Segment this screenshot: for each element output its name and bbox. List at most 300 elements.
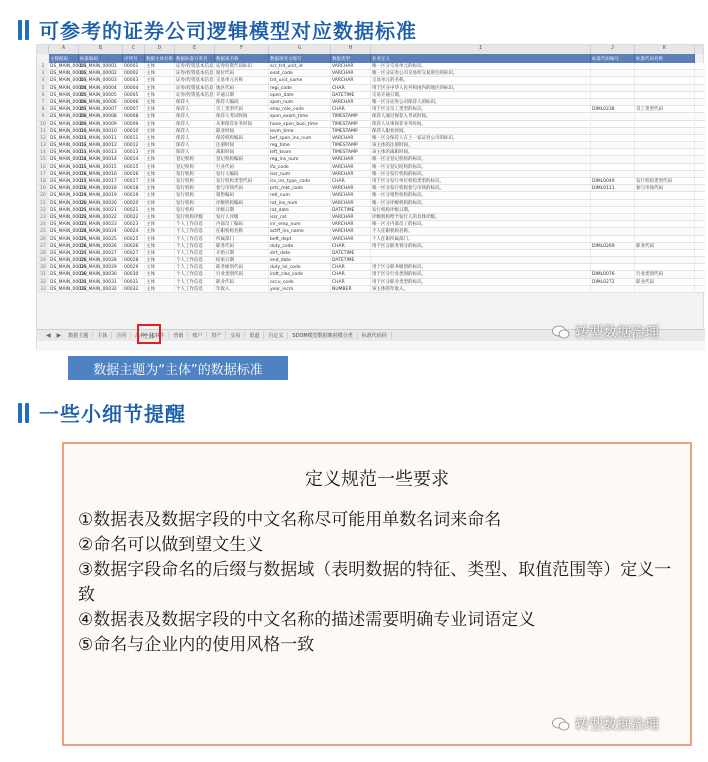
table-cell[interactable]: 主体: [145, 257, 175, 263]
table-cell[interactable]: [635, 77, 695, 83]
table-cell[interactable]: VARCHAR: [331, 156, 371, 162]
table-cell[interactable]: inr_emp_num: [269, 221, 331, 227]
table-cell[interactable]: 所属部门: [215, 236, 269, 242]
table-cell[interactable]: VARCHAR: [331, 185, 371, 191]
table-cell[interactable]: 00025: [123, 236, 145, 242]
table-cell[interactable]: 发行机构: [175, 192, 215, 198]
table-cell[interactable]: DS_MAIN_00030: [79, 271, 123, 277]
table-cell[interactable]: 保荐人: [175, 149, 215, 155]
table-cell[interactable]: ifa_code: [269, 164, 331, 170]
table-cell[interactable]: 该主体的离职时间。: [371, 149, 591, 155]
table-cell[interactable]: DS_MAIN_00027: [79, 250, 123, 256]
table-cell[interactable]: [635, 63, 695, 69]
table-cell[interactable]: TIMESTAMP: [331, 113, 371, 119]
table-cell[interactable]: DS_MAIN_00025: [79, 236, 123, 242]
table-cell[interactable]: 主体: [145, 185, 175, 191]
table-cell[interactable]: 销售编码: [215, 192, 269, 198]
table-cell[interactable]: 00029: [123, 264, 145, 270]
table-cell[interactable]: 00012: [123, 142, 145, 148]
table-cell[interactable]: [635, 142, 695, 148]
table-cell[interactable]: DS_MAIN_00030: [50, 272, 87, 278]
table-cell[interactable]: 保荐人: [175, 128, 215, 134]
table-cell[interactable]: 个人工作信息: [175, 286, 215, 292]
table-cell[interactable]: 唯一区分证券公司保荐人的标识。: [371, 99, 591, 105]
table-cell[interactable]: regi_code: [269, 85, 331, 91]
table-cell[interactable]: DIML0049: [591, 178, 635, 184]
table-cell[interactable]: 主体: [145, 106, 175, 112]
table-cell[interactable]: DS_MAIN_00027: [50, 250, 87, 256]
table-cell[interactable]: CHAR: [331, 271, 371, 277]
row-number[interactable]: 15: [37, 156, 49, 162]
table-cell[interactable]: 用于区分职业类型的标识。: [371, 279, 591, 285]
table-cell[interactable]: [591, 121, 635, 127]
table-cell[interactable]: 00016: [123, 171, 145, 177]
sheet-tab[interactable]: 渠道: [245, 332, 264, 339]
table-cell[interactable]: DS_MAIN_00007: [50, 107, 87, 113]
table-cell[interactable]: [635, 113, 695, 119]
sheet-tab[interactable]: 自定义: [264, 332, 288, 339]
sheet-tab[interactable]: 标准代码同: [358, 332, 392, 339]
table-cell[interactable]: DS_MAIN_00019: [50, 193, 87, 199]
table-cell[interactable]: 00009: [123, 121, 145, 127]
table-cell[interactable]: DS_MAIN_00013: [79, 149, 123, 155]
table-cell[interactable]: DATETIME: [331, 207, 371, 213]
table-cell[interactable]: [635, 99, 695, 105]
table-cell[interactable]: beft_dept: [269, 236, 331, 242]
table-cell[interactable]: scr_trd_unit_id: [269, 63, 331, 69]
table-cell[interactable]: 00028: [123, 257, 145, 263]
row-number[interactable]: 8: [37, 106, 49, 112]
table-cell[interactable]: 评级机构编码: [215, 200, 269, 206]
table-cell[interactable]: 发行机构: [175, 207, 215, 213]
table-cell[interactable]: retl_num: [269, 192, 331, 198]
table-cell[interactable]: [591, 250, 635, 256]
table-cell[interactable]: 主体: [145, 192, 175, 198]
table-cell[interactable]: DS_MAIN_00010: [79, 128, 123, 134]
table-cell[interactable]: DS_MAIN_00007: [79, 106, 123, 112]
table-cell[interactable]: 证券/投资基本信息: [176, 85, 214, 91]
table-cell[interactable]: [591, 207, 635, 213]
table-cell[interactable]: DS_MAIN_00017: [50, 179, 87, 184]
table-cell[interactable]: [591, 192, 635, 198]
table-cell[interactable]: [635, 257, 695, 263]
table-cell[interactable]: 00004: [123, 85, 145, 91]
table-cell[interactable]: [591, 257, 635, 263]
table-cell[interactable]: VARCHAR: [331, 77, 371, 83]
table-cell[interactable]: DS_MAIN_00023: [50, 222, 87, 228]
table-cell[interactable]: 个人工作信息: [175, 257, 215, 263]
table-cell[interactable]: [591, 99, 635, 105]
table-cell[interactable]: 发行机构类型代码: [215, 178, 269, 184]
table-cell[interactable]: DS_MAIN_00014: [79, 156, 123, 162]
table-cell[interactable]: VARCHAR: [331, 135, 371, 141]
table-cell[interactable]: 发行机构评级: [175, 214, 215, 220]
table-cell[interactable]: 个人任职所属部门。: [371, 236, 591, 242]
table-cell[interactable]: [635, 214, 695, 220]
table-cell[interactable]: 00014: [123, 156, 145, 162]
row-number[interactable]: 23: [37, 214, 49, 220]
tab-prev-icon[interactable]: ◀: [46, 332, 51, 339]
table-cell[interactable]: 保荐人: [175, 142, 215, 148]
table-cell[interactable]: DIML0272: [591, 279, 635, 285]
table-cell[interactable]: 从事保荐业务时间: [215, 121, 269, 127]
table-cell[interactable]: 00027: [123, 250, 145, 256]
table-cell[interactable]: [635, 192, 695, 198]
table-cell[interactable]: 主体: [145, 63, 175, 69]
table-cell[interactable]: 00013: [123, 149, 145, 155]
table-cell[interactable]: spon_exam_time: [269, 113, 331, 119]
table-cell[interactable]: CHAR: [331, 106, 371, 112]
table-cell[interactable]: duty_lvl_code: [269, 264, 331, 270]
table-cell[interactable]: 主体: [145, 243, 175, 249]
table-cell[interactable]: trd_unit_name: [269, 77, 331, 83]
table-cell[interactable]: VARCHAR: [331, 99, 371, 105]
table-cell[interactable]: DS_MAIN_00032: [50, 286, 87, 292]
table-cell[interactable]: DS_MAIN_00024: [50, 229, 87, 235]
table-cell[interactable]: DS_MAIN_00019: [79, 192, 123, 198]
table-cell[interactable]: DS_MAIN_00029: [50, 265, 87, 271]
table-cell[interactable]: 主体: [145, 142, 175, 148]
row-number[interactable]: 10: [37, 121, 49, 127]
table-cell[interactable]: DS_MAIN_00031: [50, 279, 87, 285]
column-letter[interactable]: D: [145, 45, 175, 54]
table-cell[interactable]: DIML0238: [591, 106, 635, 112]
table-cell[interactable]: indt_clas_code: [269, 271, 331, 277]
table-cell[interactable]: 个人工作信息: [175, 279, 215, 285]
table-cell[interactable]: [635, 200, 695, 206]
table-cell[interactable]: 登记机构编码: [215, 156, 269, 162]
table-cell[interactable]: 用于区分员工类型的标识。: [371, 106, 591, 112]
table-cell[interactable]: 主体: [145, 99, 175, 105]
table-cell[interactable]: 00032: [123, 286, 145, 292]
table-cell[interactable]: 00021: [123, 207, 145, 213]
table-cell[interactable]: 结束日期: [215, 257, 269, 263]
row-number[interactable]: 30: [37, 264, 49, 270]
table-cell[interactable]: DS_MAIN_00028: [50, 258, 87, 264]
row-number[interactable]: 27: [37, 243, 49, 249]
table-cell[interactable]: 00020: [123, 200, 145, 206]
table-cell[interactable]: 主体: [145, 164, 175, 170]
table-cell[interactable]: 用于区分职务级别的标识。: [371, 264, 591, 270]
table-cell[interactable]: seat_code: [269, 70, 331, 76]
table-cell[interactable]: [591, 135, 635, 141]
table-cell[interactable]: 职业时间: [215, 128, 269, 134]
table-cell[interactable]: DATETIME: [331, 92, 371, 98]
table-cell[interactable]: VARCHAR: [331, 171, 371, 177]
table-cell[interactable]: 发行机构: [175, 178, 215, 184]
sheet-tab[interactable]: 交易: [226, 332, 245, 339]
table-cell[interactable]: [635, 121, 695, 127]
table-cell[interactable]: 主体: [145, 286, 175, 292]
table-cell[interactable]: DS_MAIN_00005: [50, 92, 87, 98]
row-number[interactable]: 29: [37, 257, 49, 263]
table-cell[interactable]: 交易单元的名称。: [371, 77, 591, 83]
table-cell[interactable]: CHAR: [331, 178, 371, 184]
table-cell[interactable]: 地区代码: [215, 85, 269, 91]
table-cell[interactable]: issr_num: [269, 171, 331, 177]
table-cell[interactable]: [635, 207, 695, 213]
row-number[interactable]: 7: [37, 99, 49, 105]
table-cell[interactable]: 发行机构: [175, 185, 215, 191]
table-cell[interactable]: reg_time: [269, 142, 331, 148]
table-cell[interactable]: [635, 70, 695, 76]
table-cell[interactable]: 主体: [145, 128, 175, 134]
table-cell[interactable]: 个人任职机构名称。: [371, 228, 591, 234]
row-number[interactable]: 31: [37, 271, 49, 277]
tab-next-icon[interactable]: ▶: [56, 332, 62, 339]
table-cell[interactable]: 参与市场代码: [215, 185, 269, 191]
table-cell[interactable]: 用于区分行业类别的标识。: [371, 271, 591, 277]
table-cell[interactable]: 注册时间: [215, 142, 269, 148]
table-cell[interactable]: DS_MAIN_00017: [79, 178, 123, 184]
table-cell[interactable]: DS_MAIN_00011: [50, 135, 87, 141]
row-number[interactable]: 19: [37, 185, 49, 191]
table-cell[interactable]: 00023: [123, 221, 145, 227]
column-letter[interactable]: J: [591, 45, 635, 54]
row-number[interactable]: 25: [37, 228, 49, 234]
table-cell[interactable]: 主体: [145, 200, 175, 206]
table-cell[interactable]: 证券/投资基本信息: [176, 92, 214, 98]
table-cell[interactable]: DATETIME: [331, 250, 371, 256]
table-cell[interactable]: DS_MAIN_00008: [50, 114, 87, 120]
table-cell[interactable]: 保荐人: [175, 99, 215, 105]
table-cell[interactable]: 发行机构类型代码: [635, 178, 695, 184]
table-cell[interactable]: 唯一区分发行机构的标识。: [371, 171, 591, 177]
table-cell[interactable]: 开通日期: [215, 92, 269, 98]
table-cell[interactable]: TIMESTAMP: [331, 128, 371, 134]
column-letter[interactable]: H: [331, 45, 371, 54]
table-cell[interactable]: 个人工作信息: [175, 271, 215, 277]
table-cell[interactable]: [591, 264, 635, 270]
table-cell[interactable]: 用于区分发行单位机构类型的标识。: [371, 178, 591, 184]
table-cell[interactable]: DIML0111: [591, 185, 635, 191]
table-cell[interactable]: 保荐人职业时间。: [371, 128, 591, 134]
table-cell[interactable]: [635, 164, 695, 170]
table-cell[interactable]: 主体: [145, 149, 175, 155]
column-letter[interactable]: F: [215, 45, 269, 54]
table-cell[interactable]: 00017: [123, 178, 145, 184]
table-cell[interactable]: 00003: [123, 77, 145, 83]
table-cell[interactable]: DS_MAIN_00003: [50, 78, 87, 84]
row-number[interactable]: 33: [37, 286, 49, 292]
table-cell[interactable]: 00011: [123, 135, 145, 141]
table-cell[interactable]: 职业代码: [215, 279, 269, 285]
table-cell[interactable]: 00002: [123, 70, 145, 76]
row-number[interactable]: 20: [37, 192, 49, 198]
sheet-tab[interactable]: 主体: [93, 332, 112, 339]
table-cell[interactable]: 个人工作信息: [175, 221, 215, 227]
sheet-tab[interactable]: 合同: [112, 332, 131, 339]
table-cell[interactable]: 唯一区分评级机构的标识。: [371, 200, 591, 206]
table-cell[interactable]: VARCHAR: [331, 63, 371, 69]
table-cell[interactable]: duty_code: [269, 243, 331, 249]
table-cell[interactable]: 证券投资代码标识: [215, 63, 269, 69]
table-cell[interactable]: have_spon_busi_time: [269, 121, 331, 127]
table-cell[interactable]: 00022: [123, 214, 145, 220]
table-cell[interactable]: VARCHAR: [331, 192, 371, 198]
row-number[interactable]: 17: [37, 171, 49, 177]
table-cell[interactable]: 员工类型代码: [635, 106, 695, 112]
table-cell[interactable]: 发行机构: [175, 171, 215, 177]
table-cell[interactable]: 职务级别代码: [215, 264, 269, 270]
table-cell[interactable]: [591, 77, 635, 83]
table-cell[interactable]: [635, 85, 695, 91]
row-number[interactable]: 13: [37, 142, 49, 148]
table-cell[interactable]: 职务代码: [215, 243, 269, 249]
table-cell[interactable]: 主体: [145, 207, 175, 213]
table-cell[interactable]: 交易单元名称: [215, 77, 269, 83]
table-cell[interactable]: [635, 128, 695, 134]
table-cell[interactable]: 交易开通日期。: [371, 92, 591, 98]
row-number[interactable]: 22: [37, 207, 49, 213]
active-sheet-tab[interactable]: [137, 324, 161, 344]
table-cell[interactable]: 唯一区分保荐人在上一家证券公司的标识。: [371, 135, 591, 141]
table-cell[interactable]: 主体: [145, 135, 175, 141]
table-cell[interactable]: 主体: [145, 171, 175, 177]
table-cell[interactable]: 行业类别代码: [635, 271, 695, 277]
table-cell[interactable]: bef_spon_ins_num: [269, 135, 331, 141]
table-cell[interactable]: DS_MAIN_00001: [79, 63, 123, 69]
table-cell[interactable]: 00001: [123, 63, 145, 69]
table-cell[interactable]: [635, 156, 695, 162]
table-cell[interactable]: DS_MAIN_00001: [50, 64, 87, 69]
table-cell[interactable]: DS_MAIN_00026: [79, 243, 123, 249]
table-cell[interactable]: issr_rat: [269, 214, 331, 220]
table-cell[interactable]: 个人工作信息: [175, 243, 215, 249]
row-number[interactable]: 14: [37, 149, 49, 155]
table-cell[interactable]: 年收入: [215, 286, 269, 292]
table-cell[interactable]: 内部员工编码: [215, 221, 269, 227]
column-letter[interactable]: I: [371, 45, 591, 54]
table-cell[interactable]: 主体: [145, 113, 175, 119]
table-cell[interactable]: 员工类型代码: [215, 106, 269, 112]
table-cell[interactable]: 该主体的注册时间。: [371, 142, 591, 148]
table-cell[interactable]: DS_MAIN_00024: [79, 228, 123, 234]
table-cell[interactable]: DS_MAIN_00006: [50, 99, 87, 105]
table-cell[interactable]: 唯一区分证券公司交易所交易席位的标识。: [371, 70, 591, 76]
table-cell[interactable]: 主体: [145, 228, 175, 234]
table-cell[interactable]: [635, 149, 695, 155]
table-cell[interactable]: 00026: [123, 243, 145, 249]
table-cell[interactable]: year_incm: [269, 286, 331, 292]
table-cell[interactable]: 保荐人: [175, 121, 215, 127]
table-cell[interactable]: TIMESTAMP: [331, 121, 371, 127]
column-letter[interactable]: A: [49, 45, 79, 54]
table-cell[interactable]: DIML0269: [591, 243, 635, 249]
table-cell[interactable]: TIMESTAMP: [331, 142, 371, 148]
table-cell[interactable]: [635, 236, 695, 242]
table-cell[interactable]: DS_MAIN_00012: [79, 142, 123, 148]
table-cell[interactable]: [635, 171, 695, 177]
table-cell[interactable]: [591, 70, 635, 76]
table-cell[interactable]: DS_MAIN_00004: [50, 85, 87, 91]
row-number[interactable]: 4: [37, 77, 49, 83]
table-cell[interactable]: 发行人编码: [215, 171, 269, 177]
table-cell[interactable]: DS_MAIN_00010: [50, 128, 87, 134]
table-cell[interactable]: DS_MAIN_00016: [50, 171, 87, 177]
table-cell[interactable]: DS_MAIN_00011: [79, 135, 123, 141]
table-cell[interactable]: [591, 286, 635, 292]
table-cell[interactable]: 登记机构: [175, 164, 215, 170]
column-letter[interactable]: K: [635, 45, 695, 54]
table-cell[interactable]: VARCHAR: [331, 228, 371, 234]
table-cell[interactable]: iss_ins_type_code: [269, 178, 331, 184]
table-cell[interactable]: [635, 221, 695, 227]
row-number[interactable]: 32: [37, 279, 49, 285]
table-cell[interactable]: end_date: [269, 257, 331, 263]
table-cell[interactable]: [591, 200, 635, 206]
table-cell[interactable]: [371, 250, 591, 256]
table-cell[interactable]: DS_MAIN_00012: [50, 143, 87, 149]
table-cell[interactable]: DS_MAIN_00020: [79, 200, 123, 206]
table-cell[interactable]: DS_MAIN_00003: [79, 77, 123, 83]
table-cell[interactable]: reg_ins_num: [269, 156, 331, 162]
table-cell[interactable]: DS_MAIN_00029: [79, 264, 123, 270]
table-cell[interactable]: spon_num: [269, 99, 331, 105]
table-cell[interactable]: 唯一区分销售机构的标识。: [371, 192, 591, 198]
table-cell[interactable]: DS_MAIN_00002: [50, 71, 87, 77]
row-number[interactable]: 5: [37, 85, 49, 91]
row-number[interactable]: 26: [37, 236, 49, 242]
column-letter[interactable]: E: [175, 45, 215, 54]
table-cell[interactable]: [591, 214, 635, 220]
table-cell[interactable]: 评级机构给予发行人的具体评级。: [371, 214, 591, 220]
table-cell[interactable]: 任职机构名称: [215, 228, 269, 234]
table-cell[interactable]: 发行人评级: [215, 214, 269, 220]
table-cell[interactable]: DS_MAIN_00014: [50, 157, 87, 163]
table-cell[interactable]: DS_MAIN_00005: [79, 92, 123, 98]
table-cell[interactable]: DS_MAIN_00016: [79, 171, 123, 177]
table-cell[interactable]: 参与市场代码: [635, 185, 695, 191]
table-cell[interactable]: 主体: [145, 221, 175, 227]
table-cell[interactable]: DS_MAIN_00032: [79, 286, 123, 292]
table-cell[interactable]: left_team: [269, 149, 331, 155]
table-cell[interactable]: 00031: [123, 279, 145, 285]
table-cell[interactable]: VARCHAR: [331, 221, 371, 227]
table-cell[interactable]: DS_MAIN_00018: [79, 185, 123, 191]
table-cell[interactable]: 该主体的年收入。: [371, 286, 591, 292]
table-cell[interactable]: DS_MAIN_00015: [79, 164, 123, 170]
table-cell[interactable]: 00015: [123, 164, 145, 170]
row-number[interactable]: 16: [37, 164, 49, 170]
table-cell[interactable]: [635, 250, 695, 256]
table-cell[interactable]: 主体: [145, 121, 175, 127]
table-cell[interactable]: [591, 156, 635, 162]
row-number[interactable]: 24: [37, 221, 49, 227]
table-cell[interactable]: 发行机构: [175, 200, 215, 206]
sheet-tab[interactable]: 资产: [207, 332, 226, 339]
table-cell[interactable]: [635, 228, 695, 234]
row-number[interactable]: 3: [37, 70, 49, 76]
table-cell[interactable]: [591, 228, 635, 234]
table-cell[interactable]: 行业代码: [215, 164, 269, 170]
table-cell[interactable]: 保荐人考试时间: [215, 113, 269, 119]
table-cell[interactable]: open_date: [269, 92, 331, 98]
table-cell[interactable]: 离职时间: [215, 149, 269, 155]
table-cell[interactable]: 主体: [145, 214, 175, 220]
table-cell[interactable]: 唯一区分交易单元的标识。: [371, 63, 591, 69]
table-cell[interactable]: 行业类别代码: [215, 271, 269, 277]
table-cell[interactable]: DS_MAIN_00022: [79, 214, 123, 220]
table-cell[interactable]: 主体: [145, 70, 175, 76]
table-cell[interactable]: CHAR: [331, 243, 371, 249]
table-cell[interactable]: 登记机构: [175, 156, 215, 162]
table-cell[interactable]: [591, 221, 635, 227]
sheet-tab[interactable]: 数据主题: [64, 332, 93, 339]
table-cell[interactable]: 唯一区分内部员工的标识。: [371, 221, 591, 227]
table-cell[interactable]: DS_MAIN_00008: [79, 113, 123, 119]
column-letter[interactable]: C: [123, 45, 145, 54]
